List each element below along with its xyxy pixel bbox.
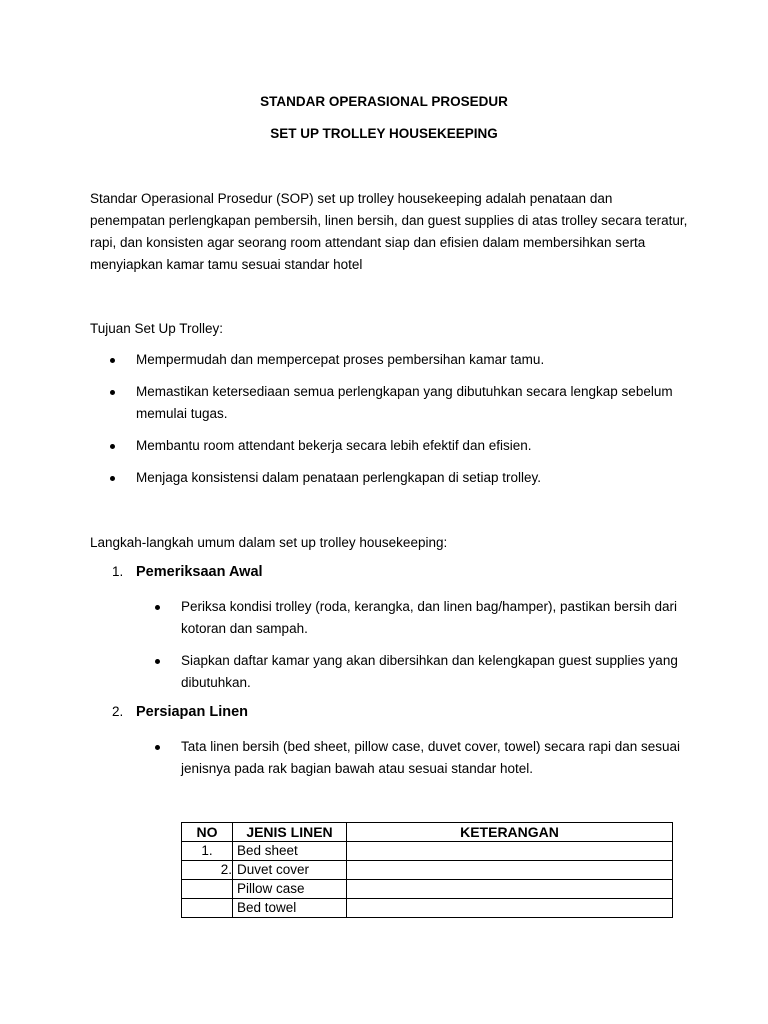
cell-keterangan — [347, 842, 673, 861]
tujuan-list — [110, 349, 690, 499]
cell-keterangan — [347, 880, 673, 899]
table-row — [182, 842, 673, 861]
bullet-icon — [155, 605, 160, 610]
step-heading — [112, 704, 248, 720]
step-heading — [112, 564, 263, 580]
cell-no: 2. — [182, 861, 233, 880]
list-item: Mempermudah dan mempercepat proses pembersihan kamar tamu. — [110, 349, 690, 371]
bullet-icon — [110, 444, 115, 449]
cell-keterangan — [347, 899, 673, 918]
bullet-icon — [110, 358, 115, 363]
cell-jenis: Bed towel — [233, 899, 347, 918]
step-title: Persiapan Linen — [136, 704, 249, 720]
column-header-jenis: JENIS LINEN — [233, 823, 347, 842]
list-item: Membantu room attendant bekerja secara lebih efektif dan efisien. — [110, 435, 690, 457]
table-header-row — [182, 823, 673, 842]
linen-table — [181, 822, 673, 918]
column-header-keterangan: KETERANGAN — [347, 823, 673, 842]
bullet-icon — [110, 390, 115, 395]
bullet-icon — [110, 476, 115, 481]
table-row — [182, 880, 673, 899]
document-title: STANDAR OPERASIONAL PROSEDUR — [260, 94, 508, 109]
cell-jenis: Duvet cover — [233, 861, 347, 880]
step-number: 2. — [112, 704, 124, 719]
intro-paragraph: Standar Operasional Prosedur (SOP) set up trolley housekeeping adalah penataan dan penempatan perlengkapan pembersih, linen bersih, dan guest supplies di atas trolley secara teratur, rapi, dan konsisten agar seorang room attendant siap dan efisien dalam membersihkan serta menyiapkan kamar tamu sesuai standar hotel — [90, 191, 688, 272]
cell-no — [182, 880, 233, 899]
list-item: Menjaga konsistensi dalam penataan perlengkapan di setiap trolley. — [110, 467, 690, 489]
tujuan-heading: Tujuan Set Up Trolley: — [90, 321, 224, 336]
step-1-list — [155, 596, 690, 704]
step-number: 1. — [112, 564, 124, 579]
step-2-list — [155, 736, 690, 780]
list-item: Tata linen bersih (bed sheet, pillow case, duvet cover, towel) secara rapi dan sesuai jenisnya pada rak bagian bawah atau sesuai standar hotel. — [155, 736, 690, 780]
column-header-no: NO — [182, 823, 233, 842]
table-row — [182, 899, 673, 918]
bullet-icon — [155, 659, 160, 664]
bullet-icon — [155, 745, 160, 750]
list-item: Periksa kondisi trolley (roda, kerangka, dan linen bag/hamper), pastikan bersih dari kotoran dan sampah. — [155, 596, 690, 640]
cell-no — [182, 899, 233, 918]
step-title: Pemeriksaan Awal — [136, 564, 263, 580]
cell-jenis: Bed sheet — [233, 842, 347, 861]
document-subtitle: SET UP TROLLEY HOUSEKEEPING — [270, 126, 498, 141]
cell-jenis: Pillow case — [233, 880, 347, 899]
list-item: Siapkan daftar kamar yang akan dibersihkan dan kelengkapan guest supplies yang dibutuhkan. — [155, 650, 690, 694]
cell-keterangan — [347, 861, 673, 880]
list-item: Memastikan ketersediaan semua perlengkapan yang dibutuhkan secara lengkap sebelum memulai tugas. — [110, 381, 690, 425]
table-row — [182, 861, 673, 880]
langkah-heading: Langkah-langkah umum dalam set up trolley housekeeping: — [90, 535, 448, 550]
cell-no: 1. — [182, 842, 233, 861]
